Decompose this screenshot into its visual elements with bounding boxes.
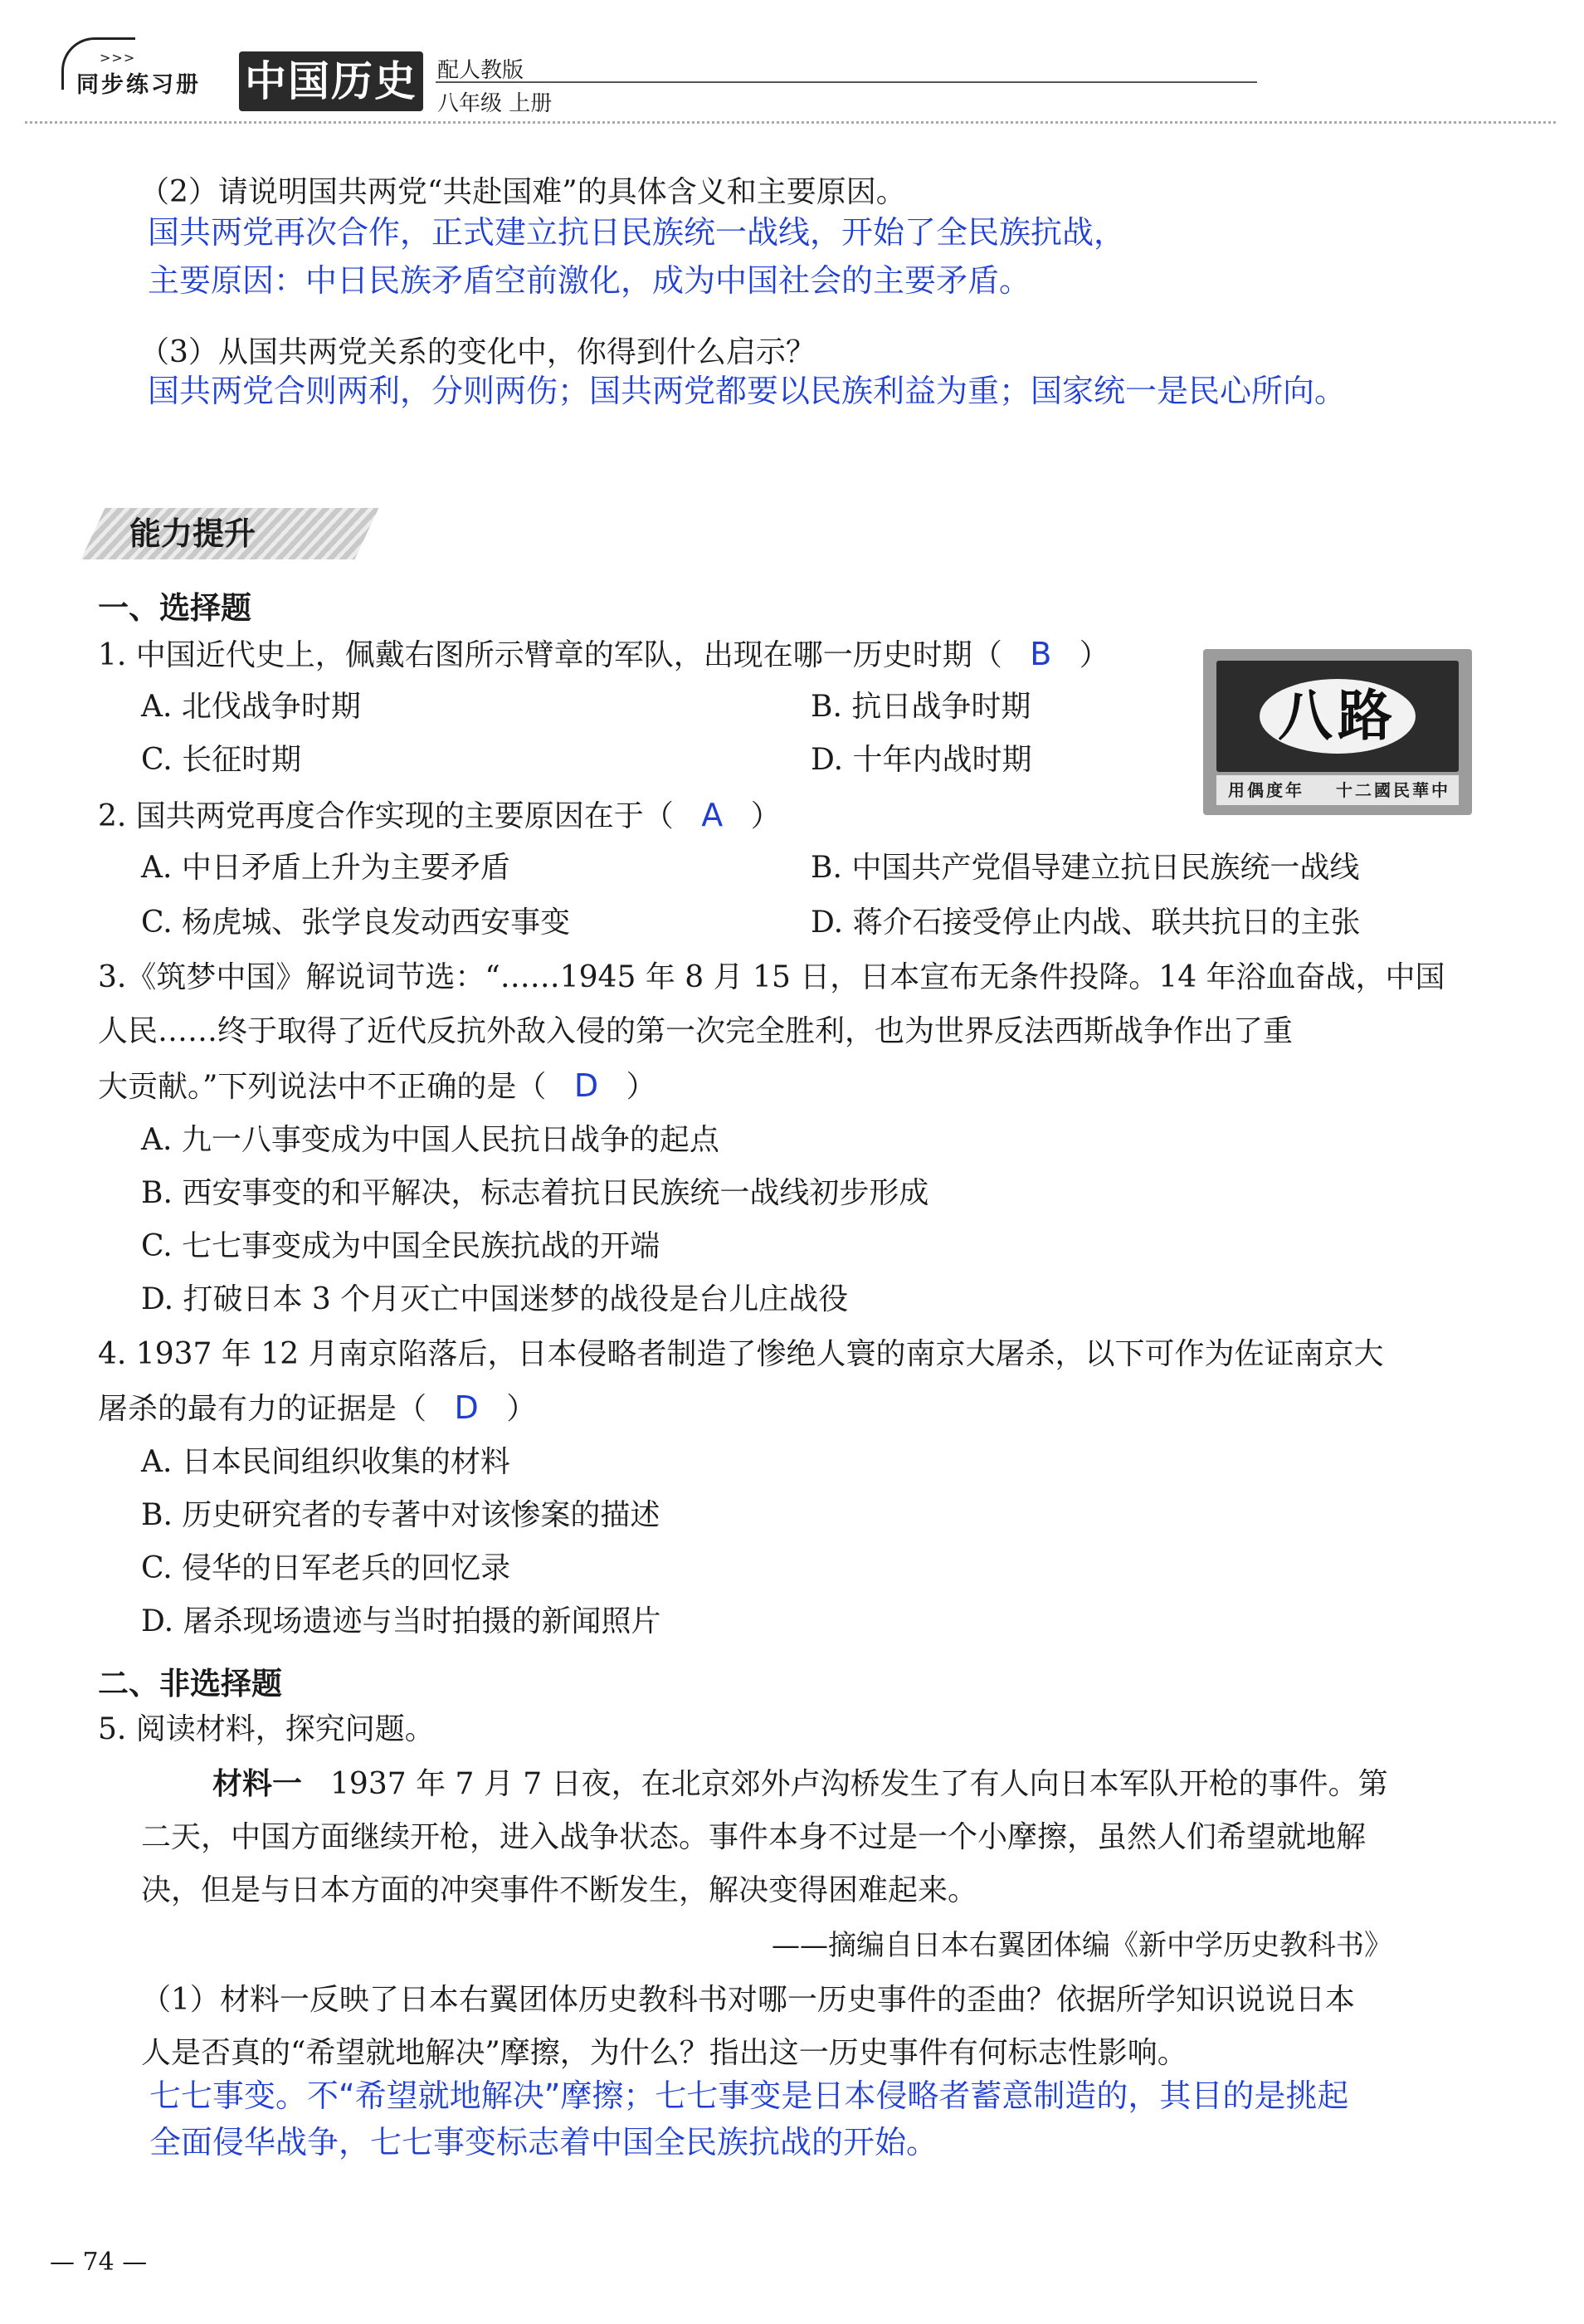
q5-answer-line2: 全面侵华战争，七七事变标志着中国全民族抗战的开始。	[149, 2124, 938, 2160]
q1-option-d: D. 十年内战时期	[811, 743, 1032, 777]
header-brand: 同步练习册	[76, 72, 201, 98]
q2-option-b: B. 中国共产党倡导建立抗日民族统一战线	[811, 851, 1360, 885]
q4-line2-text: 屠杀的最有力的证据是（	[98, 1392, 427, 1426]
q2-stem-text: 2. 国共两党再度合作实现的主要原因在于（	[98, 799, 674, 833]
q3-answer: D	[573, 1067, 599, 1104]
header-arrows: >>>	[100, 50, 136, 66]
q1-option-c: C. 长征时期	[141, 743, 302, 777]
q3-option-c: C. 七七事变成为中国全民族抗战的开端	[141, 1229, 660, 1263]
q1-option-b: B. 抗日战争时期	[811, 690, 1031, 724]
q4-line1: 4. 1937 年 12 月南京陷落后，日本侵略者制造了惨绝人寰的南京大屠杀，以下可作为佐证南京大	[98, 1337, 1384, 1371]
q3-line2: 人民……终于取得了近代反抗外敌入侵的第一次完全胜利，也为世界反法西斯战争作出了重	[98, 1014, 1294, 1048]
q4-answer: D	[454, 1389, 479, 1426]
question-3-text: （3）从国共两党关系的变化中，你得到什么启示？	[139, 335, 816, 369]
q1-stem-text: 1. 中国近代史上，佩戴右图所示臂章的军队，出现在哪一历史时期（	[98, 638, 1002, 672]
q3-line1: 3.《筑梦中国》解说词节选：“……1945 年 8 月 15 日，日本宣布无条件投降。14 年浴血奋战，中国	[98, 960, 1445, 994]
q2-answer: A	[701, 797, 724, 833]
q5-sub1-line1: （1）材料一反映了日本右翼团体历史教科书对哪一历史事件的歪曲？依据所学知识说说日本	[141, 1983, 1355, 2017]
q2-close: ）	[750, 799, 781, 833]
q2-stem	[98, 795, 781, 837]
q1-answer: B	[1030, 636, 1052, 672]
q4-option-b: B. 历史研究者的专著中对该惨案的描述	[141, 1498, 660, 1532]
q1-option-a: A. 北伐战争时期	[141, 690, 361, 724]
eighth-route-armband-image	[1203, 649, 1472, 815]
q5-material-label: 材料一	[212, 1767, 303, 1801]
armband-strip-left: 用偶度年	[1228, 780, 1304, 800]
q3-close: ）	[626, 1070, 656, 1104]
q4-close: ）	[506, 1392, 537, 1426]
header-rule	[436, 81, 1257, 83]
header-dotted-divider	[25, 121, 1556, 124]
q4-line2	[98, 1388, 536, 1429]
q5-answer-line1: 七七事变。不“希望就地解决”摩擦；七七事变是日本侵略者蓄意制造的，其目的是挑起	[149, 2077, 1349, 2114]
question-3-answer: 国共两党合则两利，分则两伤；国共两党都要以民族利益为重；国家统一是民心所向。	[148, 373, 1347, 409]
q1-stem	[98, 634, 1109, 676]
q2-option-d: D. 蒋介石接受停止内战、联共抗日的主张	[811, 906, 1361, 940]
q4-option-d: D. 屠杀现场遗迹与当时拍摄的新闻照片	[141, 1604, 661, 1638]
armband-main-text: 八路	[1260, 679, 1416, 754]
q5-material-line2: 二天，中国方面继续开枪，进入战争状态。事件本身不过是一个小摩擦，虽然人们希望就地解	[141, 1820, 1367, 1854]
header-edition: 配人教版	[437, 58, 524, 83]
q5-stem: 5. 阅读材料，探究问题。	[98, 1712, 435, 1746]
armband-dark-field	[1216, 661, 1459, 772]
section-title: 能力提升	[129, 515, 256, 552]
q4-option-a: A. 日本民间组织收集的材料	[141, 1445, 510, 1479]
q1-close: ）	[1079, 638, 1109, 672]
part1-title: 一、选择题	[98, 590, 251, 626]
q5-sub1-line2: 人是否真的“希望就地解决”摩擦，为什么？指出这一历史事件有何标志性影响。	[141, 2036, 1187, 2070]
q3-line3-text: 大贡献。”下列说法中不正确的是（	[98, 1070, 547, 1104]
q2-option-a: A. 中日矛盾上升为主要矛盾	[141, 851, 510, 885]
q4-option-c: C. 侵华的日军老兵的回忆录	[141, 1551, 511, 1585]
armband-strip	[1216, 775, 1459, 805]
part2-title: 二、非选择题	[98, 1666, 282, 1702]
armband-strip-right: 十二國民華中	[1336, 780, 1450, 800]
question-2-answer-line2: 主要原因：中日民族矛盾空前激化，成为中国社会的主要矛盾。	[148, 262, 1031, 299]
question-2-answer-line1: 国共两党再次合作，正式建立抗日民族统一战线，开始了全民族抗战，	[148, 214, 1126, 251]
q5-material-line1	[212, 1765, 1388, 1804]
q5-material-line3: 决，但是与日本方面的冲突事件不断发生，解决变得困难起来。	[141, 1873, 978, 1907]
question-2-text: （2）请说明国共两党“共赴国难”的具体含义和主要原因。	[139, 175, 906, 209]
page-number: — 74 —	[50, 2248, 148, 2277]
header-grade: 八年级 上册	[437, 91, 553, 116]
q2-option-c: C. 杨虎城、张学良发动西安事变	[141, 906, 571, 940]
q3-option-a: A. 九一八事变成为中国人民抗日战争的起点	[141, 1123, 719, 1157]
q5-material-line1-text: 1937 年 7 月 7 日夜，在北京郊外卢沟桥发生了有人向日本军队开枪的事件。第	[330, 1767, 1388, 1801]
q3-option-d: D. 打破日本 3 个月灭亡中国迷梦的战役是台儿庄战役	[141, 1282, 849, 1316]
q5-source: ——摘编自日本右翼团体编《新中学历史教科书》	[772, 1929, 1392, 1962]
q3-line3	[98, 1066, 656, 1107]
q3-option-b: B. 西安事变的和平解决，标志着抗日民族统一战线初步形成	[141, 1176, 929, 1210]
header-subject: 中国历史	[239, 51, 423, 111]
